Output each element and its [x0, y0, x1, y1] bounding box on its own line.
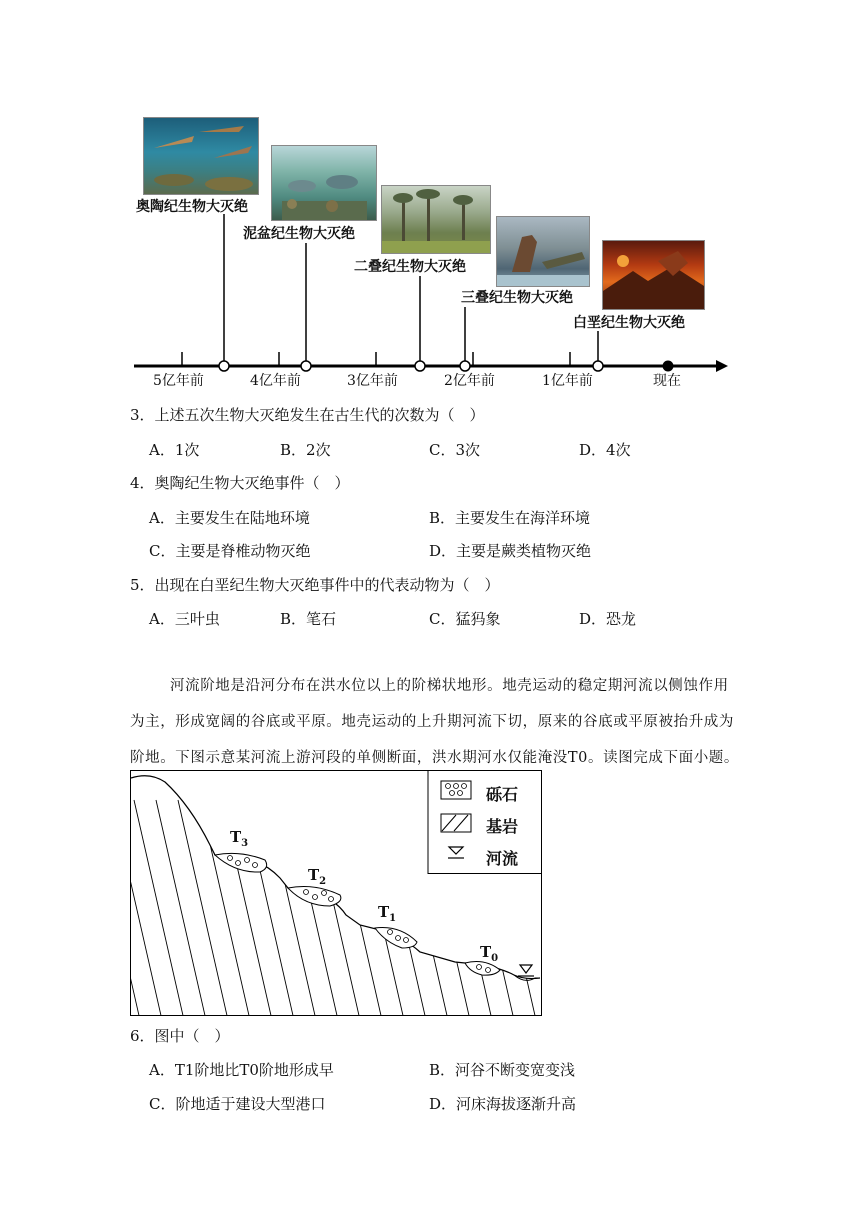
- question-text: 出现在白垩纪生物大灭绝事件中的代表动物为（ ）: [154, 576, 500, 594]
- question-6: [130, 1025, 230, 1046]
- terrace-subscript: 2: [319, 876, 327, 887]
- option: B．2次: [280, 441, 331, 459]
- terrace-letter: T: [308, 866, 320, 884]
- terrace-letter: T: [378, 903, 390, 921]
- question-5: [130, 574, 500, 595]
- question-number: 3．: [130, 406, 155, 424]
- terrace-subscript: 1: [389, 913, 397, 924]
- option: A．T1阶地比T0阶地形成早: [149, 1061, 334, 1079]
- option: B．主要发生在海洋环境: [429, 509, 591, 527]
- question-text: 奥陶纪生物大灭绝事件（ ）: [154, 474, 350, 492]
- option: C．3次: [429, 441, 481, 459]
- option: B．笔石: [280, 610, 337, 628]
- terrace-label-t1: [378, 903, 396, 924]
- extinction-timeline-figure: [0, 0, 860, 400]
- tick-label: 1亿年前: [542, 373, 593, 389]
- option: C．阶地适于建设大型港口: [149, 1095, 326, 1113]
- event-label: 三叠纪生物大灭绝: [461, 290, 573, 306]
- question-text: 图中（ ）: [154, 1027, 230, 1045]
- question-3: [130, 404, 485, 425]
- terrace-letter: T: [480, 943, 492, 961]
- question-4: [130, 472, 350, 493]
- timeline-axis: [0, 0, 860, 400]
- terrace-subscript: 3: [241, 838, 249, 849]
- terrace-cross-section: [130, 770, 542, 1016]
- question-number: 4．: [130, 474, 155, 492]
- option: A．1次: [149, 441, 200, 459]
- option: D．主要是蕨类植物灭绝: [429, 542, 592, 560]
- option: C．主要是脊椎动物灭绝: [149, 542, 311, 560]
- terrace-label-t0: [480, 943, 498, 964]
- terrace-label-t3: [230, 828, 248, 849]
- tick-label: 现在: [653, 373, 681, 389]
- option: A．三叶虫: [149, 610, 220, 628]
- terrace-subscript: 0: [491, 953, 499, 964]
- event-label: 奥陶纪生物大灭绝: [136, 199, 248, 215]
- option: D．河床海拔逐渐升高: [429, 1095, 577, 1113]
- passage-line: 为主，形成宽阔的谷底或平原。地壳运动的上升期河流下切，原来的谷底或平原被抬升成为: [130, 714, 734, 730]
- legend-label-bedrock: 基岩: [486, 817, 519, 836]
- passage-line: 阶地。下图示意某河流上游河段的单侧断面，洪水期河水仅能淹没T0。读图完成下面小题。: [130, 750, 739, 766]
- tick-label: 5亿年前: [153, 373, 204, 389]
- option: C．猛犸象: [429, 610, 501, 628]
- option: D．恐龙: [579, 610, 637, 628]
- river-terrace-diagram: [130, 770, 542, 1016]
- event-label: 二叠纪生物大灭绝: [354, 259, 466, 275]
- question-number: 6．: [130, 1027, 155, 1045]
- question-number: 5．: [130, 576, 155, 594]
- legend-label-river: 河流: [486, 849, 519, 868]
- legend-label-gravel: 砾石: [486, 785, 519, 804]
- question-text: 上述五次生物大灭绝发生在古生代的次数为（ ）: [154, 406, 485, 424]
- option: D．4次: [579, 441, 631, 459]
- option: B．河谷不断变宽变浅: [429, 1061, 576, 1079]
- terrace-letter: T: [230, 828, 242, 846]
- event-label: 泥盆纪生物大灭绝: [243, 226, 355, 242]
- passage-line: 河流阶地是沿河分布在洪水位以上的阶梯状地形。地壳运动的稳定期河流以侧蚀作用: [170, 678, 729, 694]
- terrace-label-t2: [308, 866, 326, 887]
- option: A．主要发生在陆地环境: [149, 509, 310, 527]
- tick-label: 2亿年前: [444, 373, 495, 389]
- tick-label: 4亿年前: [250, 373, 301, 389]
- passage: [130, 668, 740, 776]
- event-label: 白垩纪生物大灭绝: [573, 315, 685, 331]
- tick-label: 3亿年前: [347, 373, 398, 389]
